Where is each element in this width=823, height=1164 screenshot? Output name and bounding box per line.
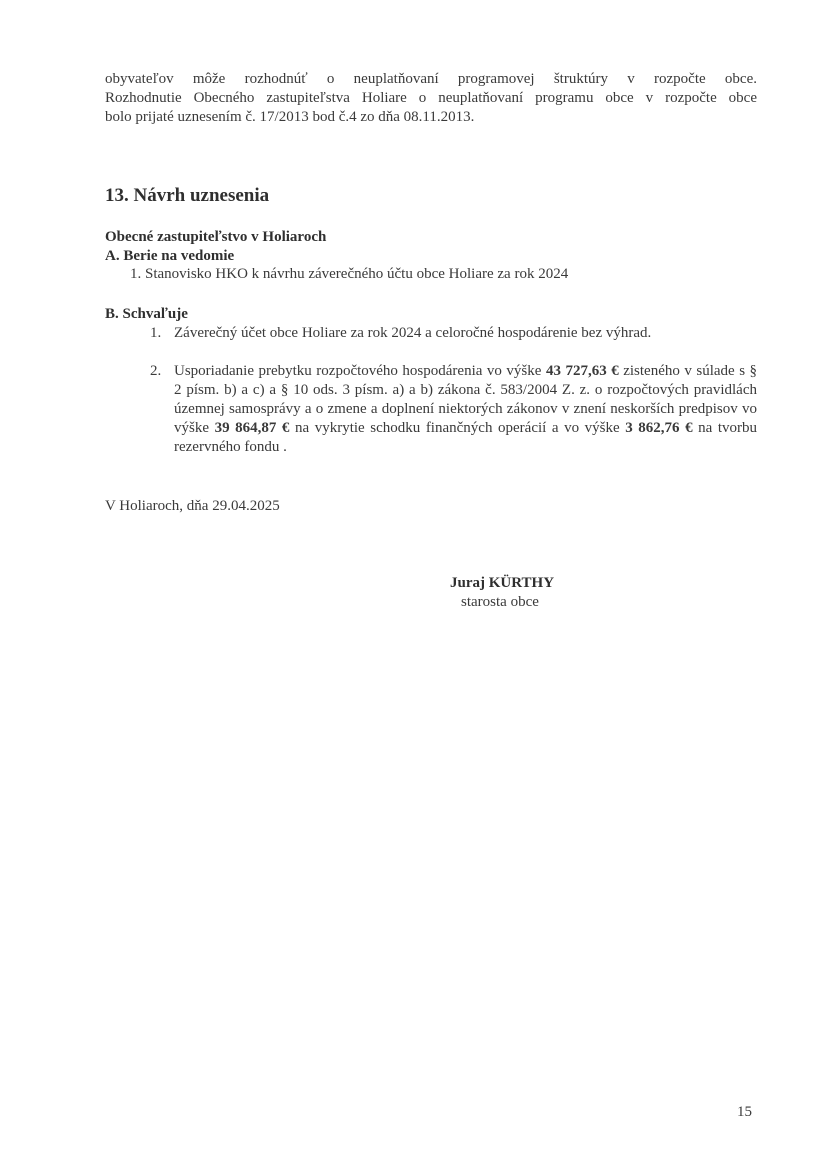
list-item-number: 1. (130, 266, 142, 282)
list-item-text: Záverečný účet obce Holiare za rok 2024 a celoročné hospodárenie bez výhrad. (174, 325, 652, 341)
b2-part-2: zisteného v súlade s § 2 písm. b) a c) a § 10 ods. 3 písm. a) a b) zákona č. 583/2004 Z. z. o rozpočtových pravidlách územnej samosprávy a o zmene a doplnení niektorých zákonov v znení neskorších predpisov vo výške (174, 363, 758, 436)
b2-part-1: Usporiadanie prebytku rozpočtového hospodárenia vo výške (174, 363, 542, 379)
list-item (150, 362, 757, 457)
signature-name: Juraj KÜRTHY (450, 575, 555, 591)
intro-line-3: bolo prijaté uznesením č. 17/2013 bod č.4 zo dňa 08.11.2013. (105, 109, 475, 125)
list-item-number: 2. (150, 363, 162, 379)
intro-paragraph (105, 70, 757, 127)
signature-role: starosta obce (461, 594, 539, 610)
section-heading: 13. Návrh uznesenia (105, 185, 270, 206)
place-date: V Holiaroch, dňa 29.04.2025 (105, 498, 280, 514)
list-item-number: 1. (150, 325, 162, 341)
b2-part-3: na vykrytie schodku finančných operácií a vo výške (295, 420, 620, 436)
b2-part-4: na tvorbu rezervného fondu . (174, 420, 758, 455)
intro-line-1: obyvateľov môže rozhodnúť o neuplatňovaní programovej štruktúry v rozpočte obce. (105, 71, 757, 87)
intro-line-2: Rozhodnutie Obecného zastupiteľstva Holiare o neuplatňovaní programu obce v rozpočte obce (105, 90, 757, 106)
amount-reserve-fund: 3 862,76 € (625, 420, 693, 436)
section-a-heading: A. Berie na vedomie (105, 248, 235, 264)
amount-surplus: 43 727,63 € (545, 363, 619, 379)
list-item-text: Stanovisko HKO k návrhu záverečného účtu obce Holiare za rok 2024 (145, 266, 569, 282)
list-item-text (174, 362, 757, 457)
section-b-heading: B. Schvaľuje (105, 306, 188, 322)
page-number: 15 (737, 1104, 752, 1120)
amount-deficit-cover: 39 864,87 € (214, 420, 290, 436)
list-item (150, 324, 757, 343)
list-item (130, 266, 568, 283)
resolution-body: Obecné zastupiteľstvo v Holiaroch (105, 229, 327, 245)
